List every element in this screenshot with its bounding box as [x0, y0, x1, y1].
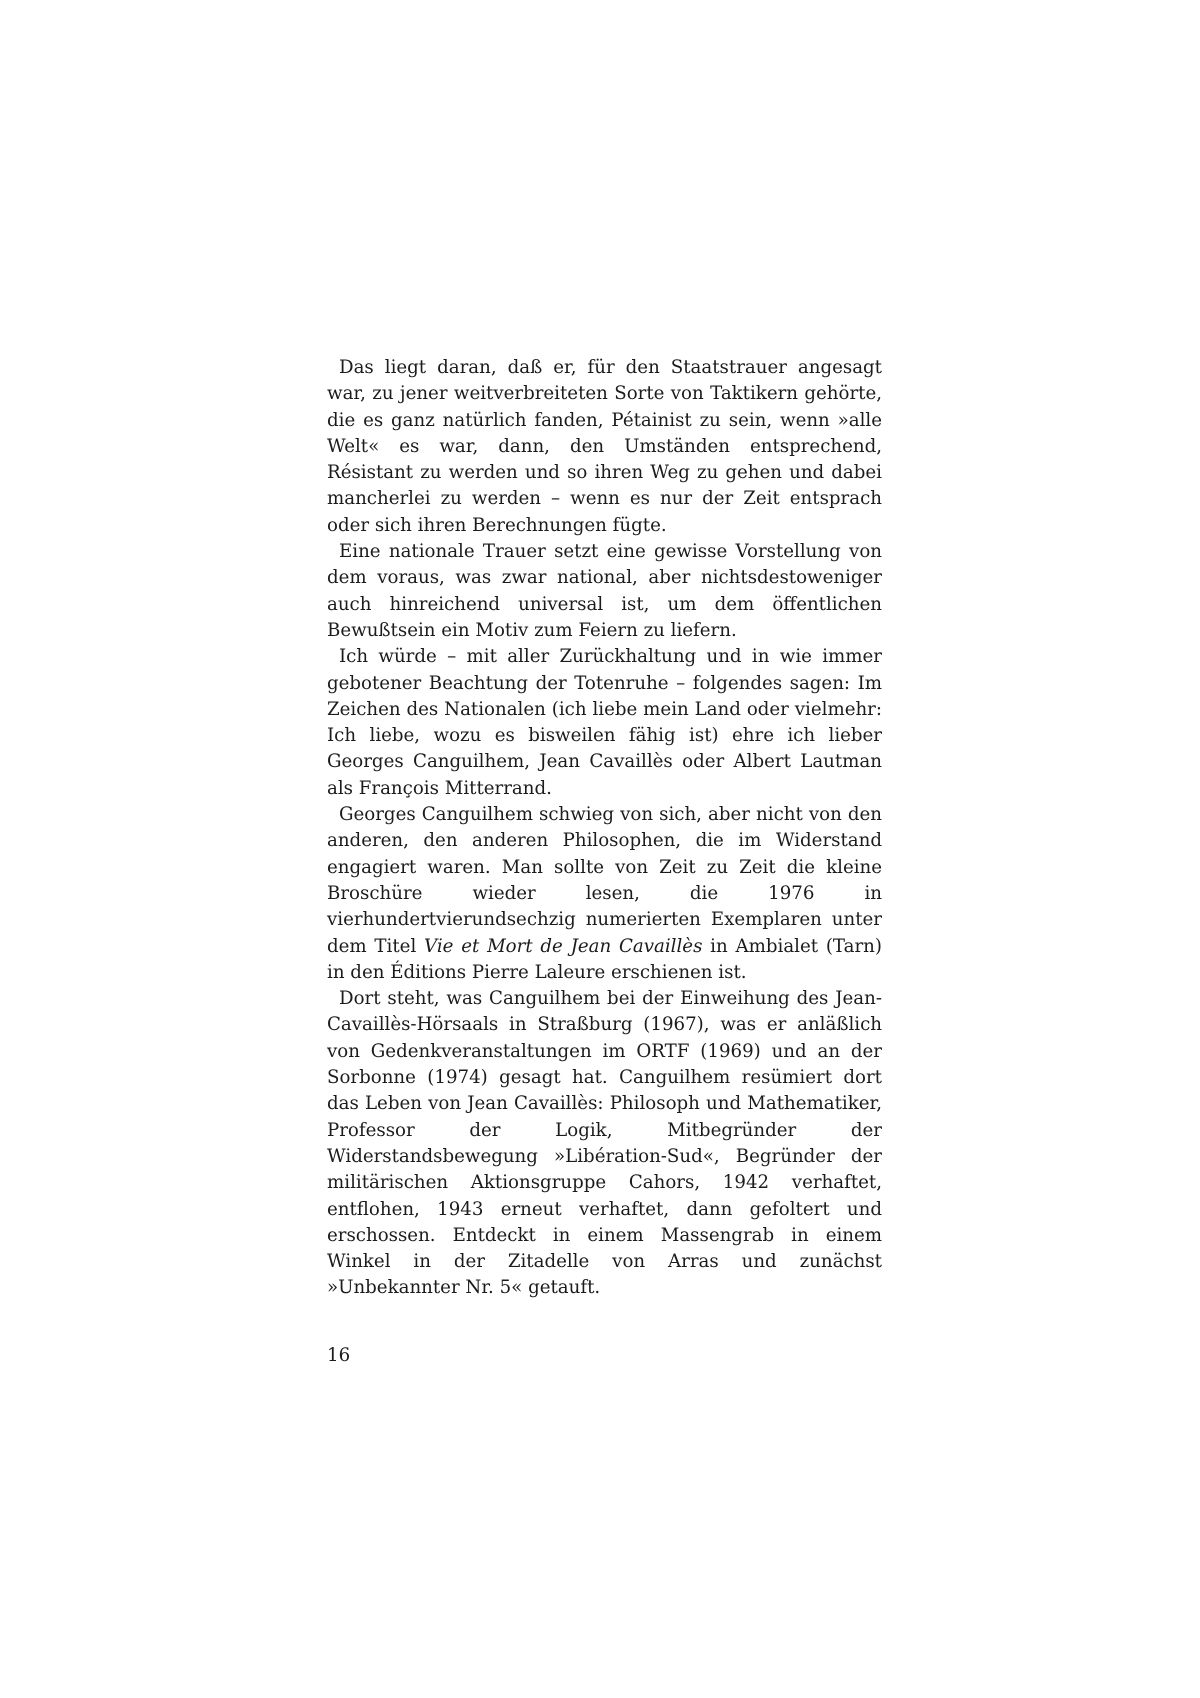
paragraph-4 — [327, 802, 882, 986]
paragraph-3: Ich würde – mit aller Zurückhaltung und in wie immer gebotener Beachtung der Totenruhe – folgendes sagen: Im Zeichen des Nationalen (ich liebe mein Land oder vielmehr: Ich liebe, wozu es bisweilen fähig ist) ehre ich lieber Georges Canguilhem, Jean Cavaillès oder Albert Lautman als François Mitterrand. — [327, 646, 882, 799]
paragraph-4-text-end: in Ambialet (Tarn) in den Éditions Pierre Laleure erschienen ist. — [327, 935, 882, 983]
page-number: 16 — [327, 1345, 351, 1366]
paragraph-1: Das liegt daran, daß er, für den Staatstrauer angesagt war, zu jener weitverbreiteten Sorte von Taktikern gehörte, die es ganz natürlich fanden, Pétainist zu sein, wenn »alle Welt« es war, dann, den Umständen entsprechend, Résistant zu werden und so ihren Weg zu gehen und dabei mancherlei zu werden – wenn es nur der Zeit entsprach oder sich ihren Berechnungen fügte. — [327, 357, 882, 536]
paragraph-4-text-start: Georges Canguilhem schwieg von sich, aber nicht von den anderen, den anderen Philosophen, die im Widerstand engagiert waren. Man sollte von Zeit zu Zeit die kleine Broschüre wieder lesen, die 1976 in vierhundertvierundsechzig numerierten Exemplaren unter dem Titel — [327, 804, 882, 957]
paragraph-2: Eine nationale Trauer setzt eine gewisse Vorstellung von dem voraus, was zwar national, aber nichtsdestoweniger auch hinreichend universal ist, um dem öffentlichen Bewußtsein ein Motiv zum Feiern zu liefern. — [327, 541, 882, 641]
book-title: Vie et Mort de Jean Cavaillès — [424, 935, 703, 957]
body-text — [327, 355, 882, 1302]
paragraph-5: Dort steht, was Canguilhem bei der Einweihung des Jean-Cavaillès-Hörsaals in Straßburg (1967), was er anläßlich von Gedenkveranstaltungen im ORTF (1969) und an der Sorbonne (1974) gesagt hat. Canguilhem resümiert dort das Leben von Jean Cavaillès: Philosoph und Mathematiker, Professor der Logik, Mitbegründer der Widerstandsbewegung »Libération-Sud«, Begründer der militärischen Aktionsgruppe Cahors, 1942 verhaftet, entflohen, 1943 erneut verhaftet, dann gefoltert und erschossen. Entdeckt in einem Massengrab in einem Winkel in der Zitadelle von Arras und zunächst »Unbekannter Nr. 5« getauft. — [327, 988, 882, 1299]
